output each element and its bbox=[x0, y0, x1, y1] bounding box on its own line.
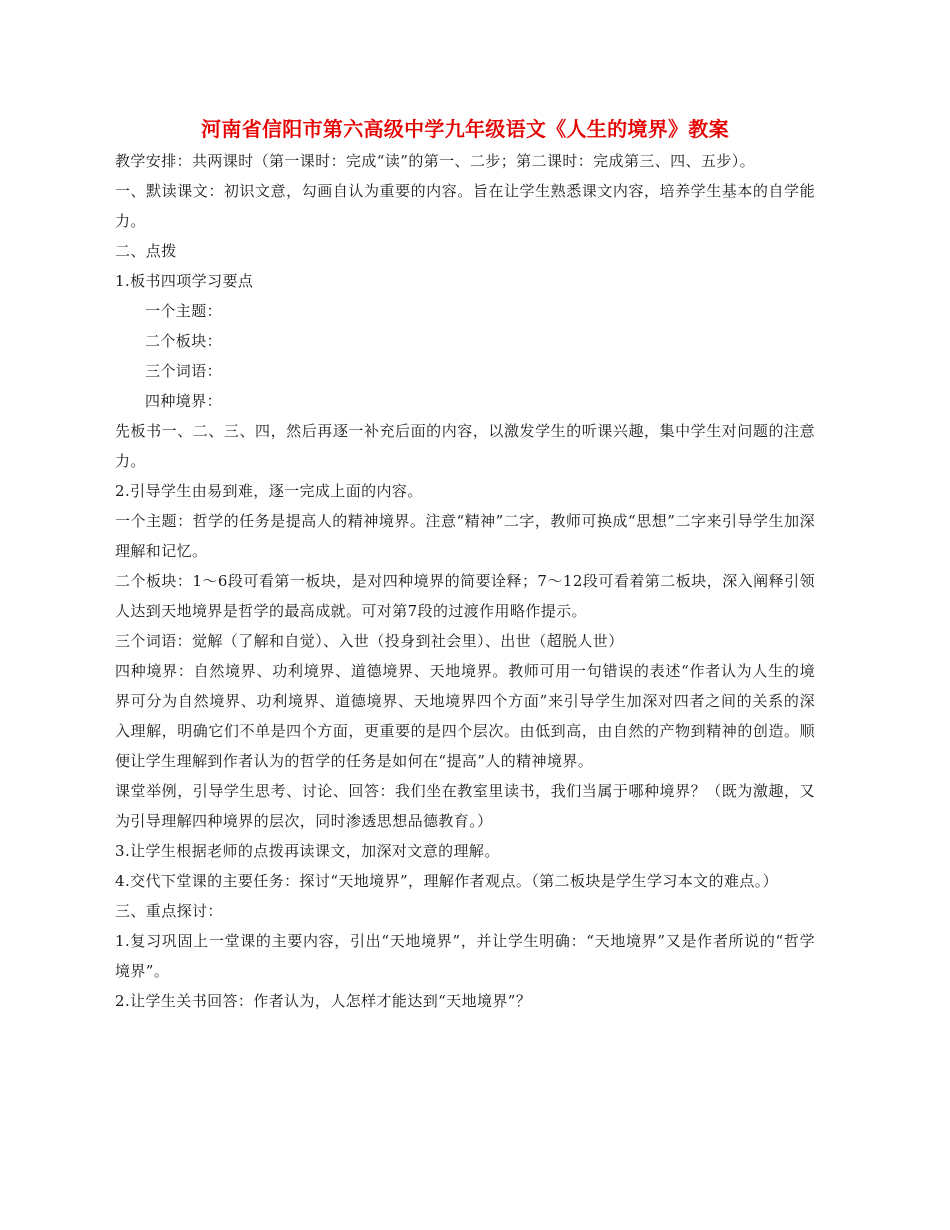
paragraph-step-2: 2.引导学生由易到难，逐一完成上面的内容。 bbox=[115, 482, 423, 500]
paragraph-point-blocks: 二个板块： bbox=[145, 332, 223, 350]
paragraph-point-words: 三个词语： bbox=[145, 362, 223, 380]
paragraph-classroom-example: 课堂举例，引导学生思考、讨论、回答：我们坐在教室里读书，我们当属于哪种境界？（既为激趣，又为引导理解四种境界的层次，同时渗透思想品德教育。） bbox=[115, 782, 815, 830]
paragraph-realms-detail: 四种境界：自然境界、功利境界、道德境界、天地境界。教师可用一句错误的表述“作者认为人生的境界可分为自然境界、功利境界、道德境界、天地境界四个方面”来引导学生加深对四者之间的关系的深入理解，明确它们不单是四个方面，更重要的是四个层次。由低到高，由自然的产物到精神的创造。顺便让学生理解到作者认为的哲学的任务是如何在“提高”人的精神境界。 bbox=[115, 662, 815, 770]
paragraph-blocks-detail: 二个板块：1～6段可看第一板块，是对四种境界的简要诠释；7～12段可看着第二板块，深入阐释引领人达到天地境界是哲学的最高成就。可对第7段的过渡作用略作提示。 bbox=[115, 572, 815, 620]
paragraph-words-detail: 三个词语：觉解（了解和自觉）、入世（投身到社会里）、出世（超脱人世） bbox=[115, 632, 624, 650]
paragraph-board-method: 先板书一、二、三、四，然后再逐一补充后面的内容，以激发学生的听课兴趣，集中学生对问题的注意力。 bbox=[115, 422, 815, 470]
paragraph-step-3: 3.让学生根据老师的点拨再读课文，加深对文意的理解。 bbox=[115, 842, 500, 860]
paragraph-point-theme: 一个主题： bbox=[145, 302, 223, 320]
paragraph-point-realms: 四种境界： bbox=[145, 392, 223, 410]
paragraph-step-1: 1.板书四项学习要点 bbox=[115, 272, 254, 290]
document-page bbox=[115, 114, 815, 1016]
paragraph-section-2-heading: 二、点拨 bbox=[115, 242, 177, 260]
paragraph-step-4: 4.交代下堂课的主要任务：探讨“天地境界”，理解作者观点。（第二板块是学生学习本文的难点。） bbox=[115, 872, 779, 890]
paragraph-section-1: 一、默读课文：初识文意，勾画自认为重要的内容。旨在让学生熟悉课文内容，培养学生基本的自学能力。 bbox=[115, 182, 815, 230]
document-title: 河南省信阳市第六高级中学九年级语文《人生的境界》教案 bbox=[201, 117, 729, 141]
paragraph-theme-detail: 一个主题：哲学的任务是提高人的精神境界。注意“精神”二字，教师可换成“思想”二字来引导学生加深理解和记忆。 bbox=[115, 512, 815, 560]
paragraph-schedule: 教学安排：共两课时（第一课时：完成“读”的第一、二步；第二课时：完成第三、四、五步）。 bbox=[115, 152, 756, 170]
paragraph-section-3-heading: 三、重点探讨： bbox=[115, 902, 223, 920]
paragraph-review: 1.复习巩固上一堂课的主要内容，引出“天地境界”，并让学生明确：“天地境界”又是作者所说的“哲学境界”。 bbox=[115, 932, 815, 980]
paragraph-closed-book-question: 2.让学生关书回答：作者认为，人怎样才能达到“天地境界”？ bbox=[115, 992, 532, 1010]
